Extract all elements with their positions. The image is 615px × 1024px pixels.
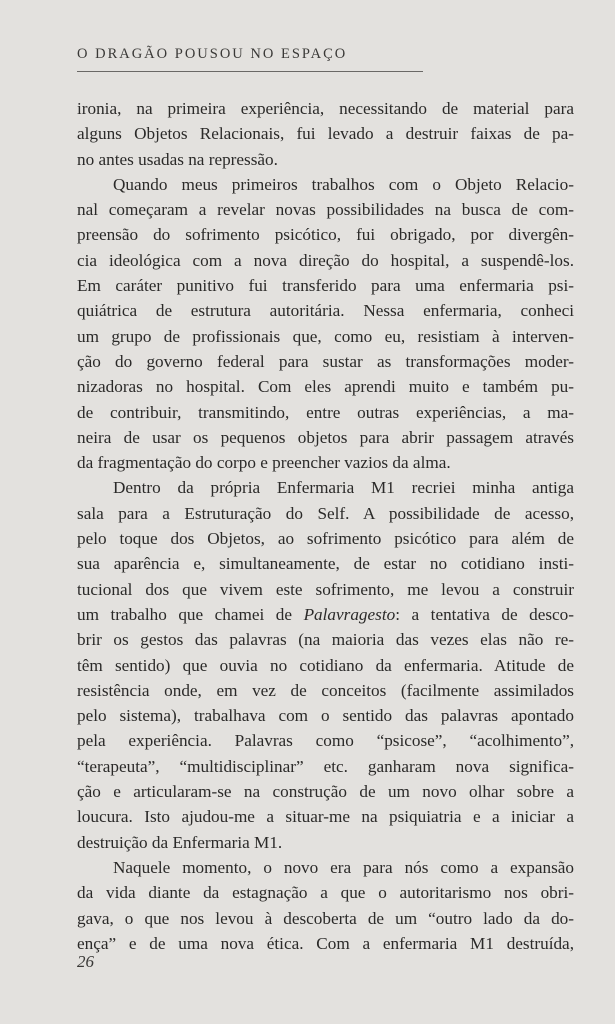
- italic-term: Palavragesto: [303, 604, 396, 624]
- text-line: ença” e de uma nova ética. Com a enfermaria M1 destruída,: [77, 933, 574, 953]
- text-line: da fragmentação do corpo e preencher vazios da alma.: [77, 453, 451, 473]
- text-line: têm sentido) que ouvia no cotidiano da enfermaria. Atitude de: [77, 655, 574, 675]
- body-text: [77, 96, 574, 956]
- page-number: 26: [77, 952, 94, 971]
- text-line: loucura. Isto ajudou-me a situar-me na psiquiatria e a iniciar a: [77, 807, 574, 827]
- text-line: da vida diante da estagnação a que o autoritarismo nos obri-: [77, 883, 574, 903]
- text-line: “terapeuta”, “multidisciplinar” etc. ganharam nova significa-: [77, 756, 574, 776]
- paragraph-first-line: Dentro da própria Enfermaria M1 recriei minha antiga: [113, 478, 574, 498]
- running-header: O DRAGÃO POUSOU NO ESPAÇO: [77, 46, 348, 62]
- text-line: um grupo de profissionais que, como eu, resistiam à interven-: [77, 326, 574, 346]
- text-line: ção do governo federal para sustar as transformações moder-: [77, 351, 574, 371]
- text-line: sala para a Estruturação do Self. A possibilidade de acesso,: [77, 503, 574, 523]
- text-line: ção e articularam-se na construção de um novo olhar sobre a: [77, 782, 574, 802]
- text-line: pelo toque dos Objetos, ao sofrimento psicótico para além de: [77, 529, 574, 549]
- text-line: no antes usadas na repressão.: [77, 149, 278, 169]
- text-line: neira de usar os pequenos objetos para abrir passagem através: [77, 427, 574, 447]
- text-line: destruição da Enfermaria M1.: [77, 832, 283, 852]
- text-line: ironia, na primeira experiência, necessitando de material para: [77, 99, 574, 118]
- text-line: nal começaram a revelar novas possibilidades na busca de com-: [77, 200, 574, 220]
- text-line: resistência onde, em vez de conceitos (facilmente assimilados: [77, 680, 574, 700]
- text-line: quiátrica de estrutura autoritária. Nessa enfermaria, conheci: [77, 301, 574, 321]
- paragraph-first-line: Quando meus primeiros trabalhos com o Objeto Relacio-: [113, 174, 574, 194]
- text-segment: : a tentativa de desco-: [395, 604, 574, 624]
- text-line-with-italic: [77, 602, 574, 627]
- header-rule: [77, 71, 423, 72]
- text-line: de contribuir, transmitindo, entre outras experiências, a ma-: [77, 402, 574, 422]
- text-line: sua aparência e, simultaneamente, de estar no cotidiano insti-: [77, 554, 574, 574]
- text-line: nizadoras no hospital. Com eles aprendi muito e também pu-: [77, 377, 574, 397]
- text-line: pela experiência. Palavras como “psicose”, “acolhimento”,: [77, 731, 574, 751]
- text-line: gava, o que nos levou à descoberta de um “outro lado da do-: [77, 908, 574, 928]
- text-line: pelo sistema), trabalhava com o sentido das palavras apontado: [77, 706, 574, 726]
- text-line: preensão do sofrimento psicótico, fui obrigado, por divergên-: [77, 225, 574, 245]
- text-segment: um trabalho que chamei de: [77, 604, 304, 624]
- text-line: brir os gestos das palavras (na maioria das vezes elas não re-: [77, 630, 574, 650]
- text-line: cia ideológica com a nova direção do hospital, a suspendê-los.: [77, 250, 574, 270]
- text-line: Em caráter punitivo fui transferido para uma enfermaria psi-: [77, 276, 574, 296]
- paragraph-first-line: Naquele momento, o novo era para nós como a expansão: [113, 857, 574, 877]
- text-line: alguns Objetos Relacionais, fui levado a destruir faixas de pa-: [77, 124, 574, 144]
- text-line: tucional dos que vivem este sofrimento, me levou a construir: [77, 579, 574, 599]
